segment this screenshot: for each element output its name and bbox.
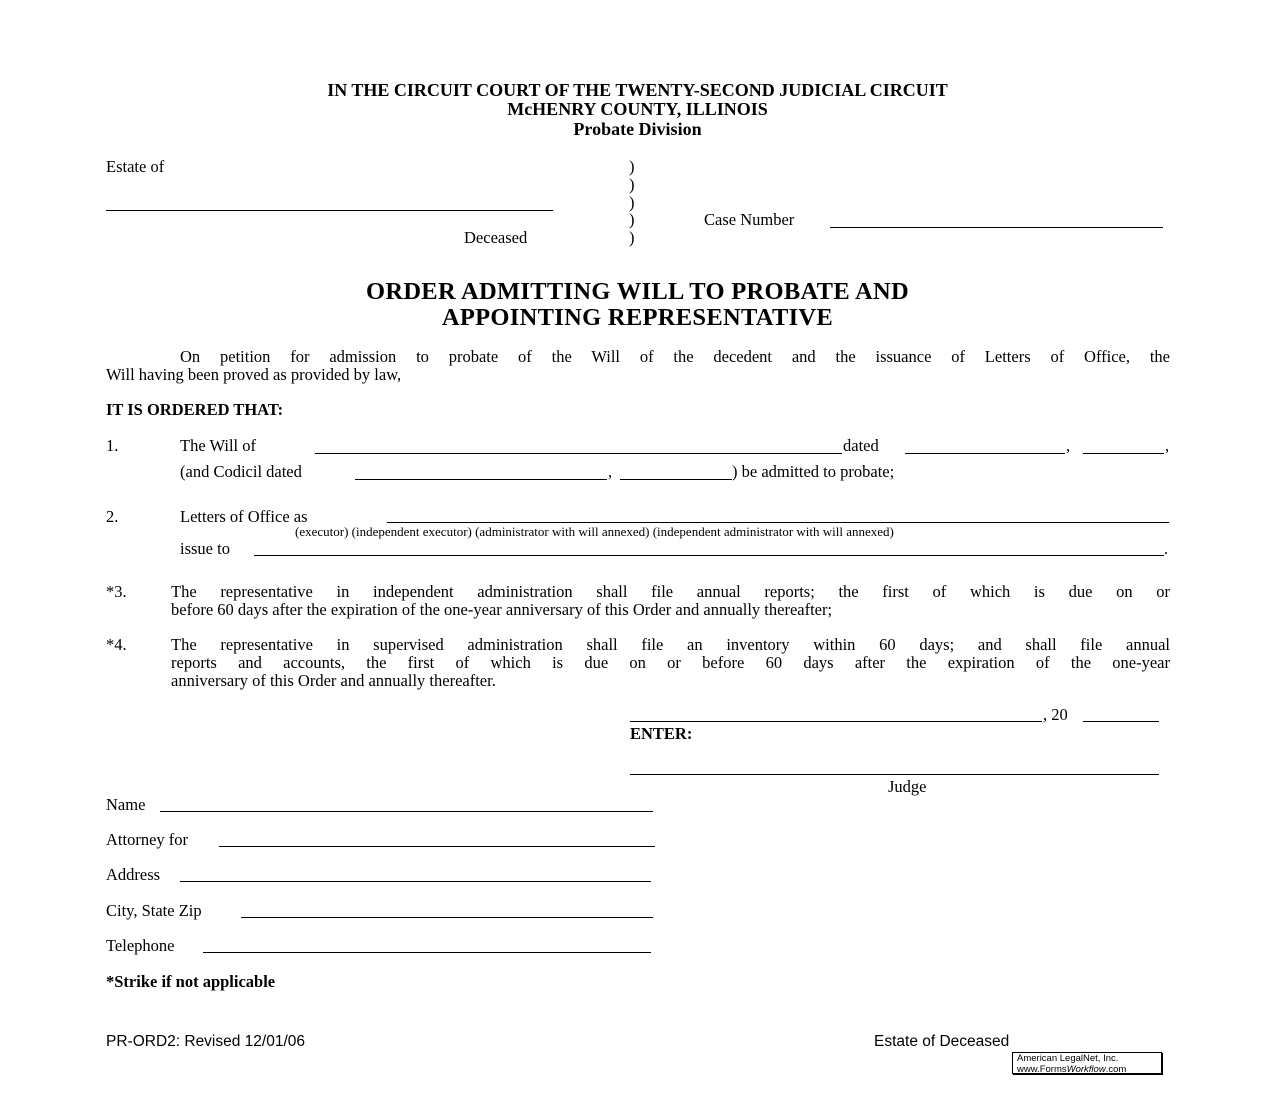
item-line: before 60 days after the expiration of the one-year anniversary of this Order and annually thereafter; xyxy=(171,600,833,619)
judge-signature-field[interactable] xyxy=(630,774,1159,775)
order-title-line1: ORDER ADMITTING WILL TO PROBATE AND xyxy=(365,278,910,305)
county-name: McHENRY COUNTY, ILLINOIS xyxy=(507,99,768,119)
codicil-open-label: (and Codicil dated xyxy=(180,462,302,481)
dated-label: dated xyxy=(843,436,879,455)
order-year-field[interactable] xyxy=(1083,721,1159,722)
address-label: Address xyxy=(106,865,161,884)
will-of-label: The Will of xyxy=(180,436,257,455)
comma: , xyxy=(608,462,613,481)
item-3-text xyxy=(171,583,1170,619)
city-state-zip-label: City, State Zip xyxy=(106,901,202,920)
url-suffix: .com xyxy=(1105,1063,1127,1075)
deceased-label: Deceased xyxy=(464,228,528,247)
judge-label: Judge xyxy=(888,777,927,796)
attorney-name-label: Name xyxy=(106,795,146,814)
form-category: Estate of Deceased xyxy=(874,1033,1010,1050)
caption-paren: ) xyxy=(629,193,635,212)
attorney-for-label: Attorney for xyxy=(106,830,189,849)
will-date-field[interactable] xyxy=(905,453,1065,454)
item-number: 1. xyxy=(106,436,119,455)
codicil-close-label: ) be admitted to probate; xyxy=(732,462,895,481)
item-line: The representative in independent administration shall file annual reports; the first of which is due on or xyxy=(171,582,1170,601)
letters-of-office-label: Letters of Office as xyxy=(180,507,308,526)
comma: , xyxy=(1165,436,1170,455)
item-line: reports and accounts, the first of which is due on or before 60 days after the expiration of the one-year xyxy=(171,653,1170,672)
item-number: *3. xyxy=(106,582,127,601)
attorney-for-field[interactable] xyxy=(219,846,655,847)
intro-line: Will having been proved as provided by law, xyxy=(106,365,402,384)
url-prefix: www.Forms xyxy=(1017,1063,1067,1075)
caption-paren: ) xyxy=(629,157,635,176)
issue-to-label: issue to xyxy=(180,539,230,558)
caption-paren: ) xyxy=(629,175,635,194)
caption-paren: ) xyxy=(629,210,635,229)
telephone-label: Telephone xyxy=(106,936,175,955)
item-number: *4. xyxy=(106,635,127,654)
letters-of-office-field[interactable] xyxy=(387,522,1169,523)
enter-label: ENTER: xyxy=(630,724,693,743)
item-number: 2. xyxy=(106,507,119,526)
attorney-name-field[interactable] xyxy=(160,811,653,812)
intro-paragraph xyxy=(106,348,1170,384)
city-state-zip-field[interactable] xyxy=(241,917,653,918)
publisher-url xyxy=(1017,1065,1161,1076)
estate-name-field[interactable] xyxy=(106,210,553,211)
division-name: Probate Division xyxy=(573,119,702,139)
item-line: The representative in supervised administration shall file an inventory within 60 days; and shall file annual xyxy=(171,635,1170,654)
order-title-line2: APPOINTING REPRESENTATIVE xyxy=(441,304,834,331)
publisher-name: American LegalNet, Inc. xyxy=(1017,1053,1119,1064)
issue-to-field[interactable] xyxy=(254,555,1164,556)
period: . xyxy=(1164,539,1169,558)
case-number-label: Case Number xyxy=(704,210,795,229)
address-field[interactable] xyxy=(180,881,651,882)
telephone-field[interactable] xyxy=(203,952,651,953)
letters-options-caption: (executor) (independent executor) (administrator with will annexed) (independent administrator with will annexed) xyxy=(295,524,894,539)
strike-note: *Strike if not applicable xyxy=(106,972,276,991)
will-year-field[interactable] xyxy=(1083,453,1164,454)
url-italic: Workflow xyxy=(1066,1063,1106,1075)
codicil-date-field[interactable] xyxy=(355,479,607,480)
caption-paren: ) xyxy=(629,228,635,247)
order-date-field[interactable] xyxy=(630,721,1042,722)
item-4-text xyxy=(171,636,1170,690)
intro-line: On petition for admission to probate of the Will of the decedent and the issuance of Letters of Office, the xyxy=(180,347,1170,366)
will-of-field[interactable] xyxy=(315,453,842,454)
item-line: anniversary of this Order and annually thereafter. xyxy=(171,671,496,690)
case-number-field[interactable] xyxy=(830,227,1163,228)
codicil-year-field[interactable] xyxy=(620,479,732,480)
comma: , xyxy=(1066,436,1071,455)
ordered-heading: IT IS ORDERED THAT: xyxy=(106,400,284,419)
form-id: PR-ORD2: Revised 12/01/06 xyxy=(106,1033,306,1050)
estate-of-label: Estate of xyxy=(106,157,165,176)
court-name: IN THE CIRCUIT COURT OF THE TWENTY-SECOND JUDICIAL CIRCUIT xyxy=(327,80,948,100)
year-prefix: , 20 xyxy=(1043,705,1068,724)
publisher-badge xyxy=(1012,1052,1162,1074)
